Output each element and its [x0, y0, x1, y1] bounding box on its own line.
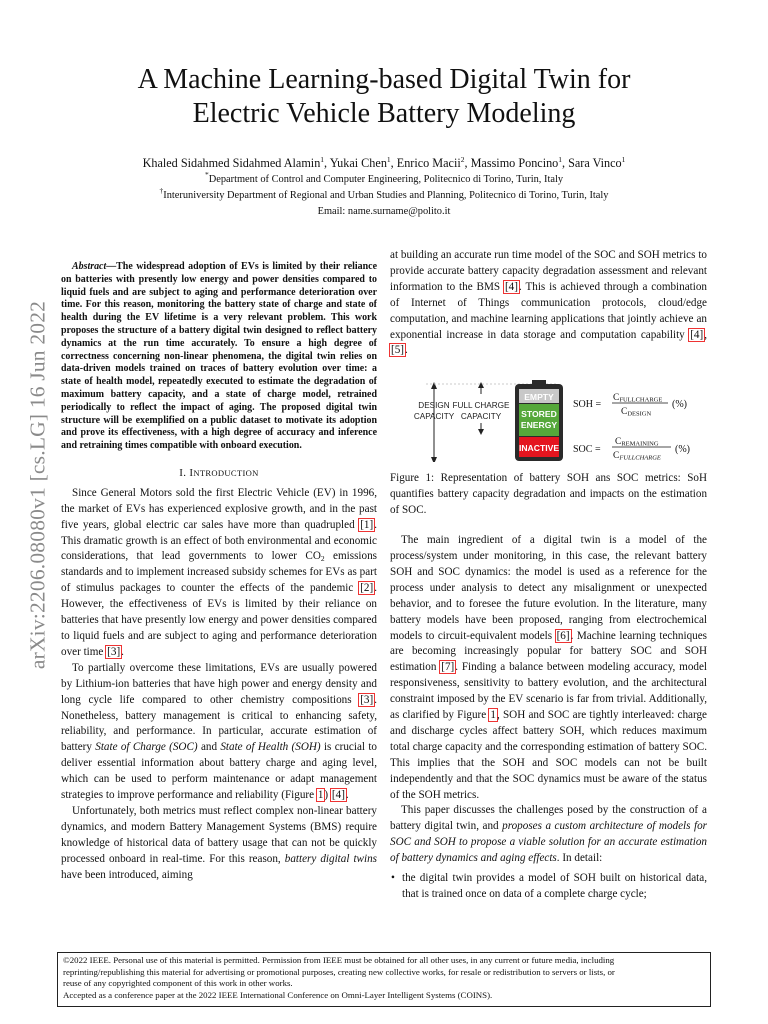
- citation-link[interactable]: [6]: [556, 629, 570, 642]
- author: Yukai Chen: [329, 156, 387, 170]
- body-paragraph: The main ingredient of a digital twin is a model of the process/system under monitoring, in this case, the relevant battery SOH and SOC dynamics: the model is used as a reference for the process under analysis to detect any misalignment or unexpected behavior, and to foresee the future evolution. In the literature, many battery models have been proposed, ranging from electrochemical models to circuit-equivalent models [6]. Machine learning techniques are becoming increasingly popular for battery SOC and SOH estimation [7]. Finding a balance between modeling accuracy, model responsiveness, sensitivity to battery evolution, and the architectural constraint imposed by the EV scenario is far from trivial. Additionally, as clarified by Figure 1, SOH and SOC are tightly interleaved: charge and discharge cycles affect battery SOH, which reduces maximum total charge capacity and the corresponding estimation of battery SOC. This implies that the SOH and SOC models can not be built independently and that the SOC dynamics must be aware of the status of the SOH metrics.: [390, 534, 707, 801]
- body-paragraph: This paper discusses the challenges posed by the construction of a battery digital twin, and proposes a custom architecture of models for SOC and SOH to propose a viable solution for an accurate estimation of battery dynamics and aging effects. In detail:: [390, 804, 707, 865]
- affiliations: [60, 172, 708, 220]
- abstract: Abstract—The widespread adoption of EVs is limited by their reliance on batteries with presently low energy and power densities compared to liquid fuels and are subject to aging and performance deterioration over time. For this reason, monitoring the battery state of charge and state of health during the EV lifetime is a very relevant problem. This work proposes the structure of a battery digital twin designed to reflect battery dynamics at the run time accurately. To ensure a high degree of correctness concerning non-linear phenomena, the digital twin relies on data-driven models trained on traces of battery evolution over time: a state of health model, repeatedly executed to estimate the degradation of maximum battery capacity, and a state of charge model, retrained periodically to reflect the impact of aging. The proposed digital twin structure will be exemplified on a public dataset to motivate its adoption and prove its effectiveness, with a high degree of accuracy and inference and retraining times compatible with onboard execution.: [61, 261, 377, 452]
- intro-paragraph-3: Unfortunately, both metrics must reflect complex non-linear battery dynamics, and modern Battery Management Systems (BMS) require knowledge of historical data of battery usage that can not be quickly processed onboard in real-time. For this reason, battery digital twins have been introduced, aiming: [61, 804, 377, 881]
- figure-link[interactable]: 1: [317, 789, 324, 802]
- contact-email: Email: name.surname@polito.it: [317, 206, 451, 217]
- soh-formula: SOH =: [573, 399, 602, 411]
- arxiv-side-stamp: arXiv:2206.08080v1 [cs.LG] 16 Jun 2022: [25, 300, 50, 670]
- author: Sara Vinco: [568, 156, 622, 170]
- svg-text:CFULLCHARGE: CFULLCHARGE: [613, 393, 663, 404]
- citation-link[interactable]: [3]: [107, 645, 121, 658]
- citation-link[interactable]: [5]: [391, 344, 404, 357]
- svg-text:CDESIGN: CDESIGN: [621, 407, 652, 418]
- copyright-notice: ©2022 IEEE. Personal use of this material is permitted. Permission from IEEE must be obtained for all other uses, in any current or future media, including reprinting/republishing this material for advertising or promotional purposes, creating new collective works, for resale or redistribution to servers or lists, or reuse of any copyrighted component of this work in other works. Accepted as a conference paper at the 2022 IEEE International Conference on Omni-Layer Intelligent Systems (COINS).: [57, 952, 711, 1007]
- full-charge-capacity-label: FULL CHARGE: [452, 401, 510, 411]
- design-capacity-label: CAPACITY: [413, 412, 455, 422]
- list-item: • the digital twin provides a model of SOH built on historical data, that is trained once on data of a complete charge cycle;: [390, 871, 707, 903]
- svg-text:(%): (%): [672, 399, 687, 411]
- intro-paragraph-2: To partially overcome these limitations, EVs are usually powered by Lithium-ion batteries that have high power and energy density and long cycle life compared to other chemistry compositions [3]. Nonetheless, battery management is critical to enhancing safety, reliability, and performance. In particular, accurate estimation of battery State of Charge (SOC) and State of Health (SOH) is crucial to deliver essential information about battery charge and aging level, which can be used to perform maintenance or adapt management strategies to improve performance and reliability (Figure 1) [4].: [61, 661, 377, 802]
- svg-text:CREMAINING: CREMAINING: [615, 437, 659, 448]
- battery-soh-soc-diagram: [408, 380, 718, 462]
- empty-label: EMPTY: [524, 392, 554, 403]
- stored-energy-label: STORED: [521, 409, 557, 420]
- affiliation-2: †Interuniversity Department of Regional and Urban Studies and Planning, Politecnico di Torino, Turin, Italy: [159, 186, 609, 201]
- section-heading-introduction: I. INTRODUCTION: [179, 466, 259, 479]
- svg-text:(%): (%): [675, 444, 690, 456]
- citation-link[interactable]: [4]: [504, 280, 518, 293]
- left-column: [61, 261, 377, 884]
- stored-energy-label: ENERGY: [520, 420, 558, 431]
- affiliation-1: *Department of Control and Computer Engineering, Politecnico di Torino, Turin, Italy: [204, 170, 564, 185]
- citation-link[interactable]: [1]: [360, 518, 374, 531]
- full-charge-capacity-label: CAPACITY: [460, 412, 502, 422]
- citation-link[interactable]: [4]: [690, 328, 704, 341]
- author: Massimo Poncino: [470, 156, 559, 170]
- right-column: [390, 248, 707, 903]
- svg-text:CFULLCHARGE: CFULLCHARGE: [613, 451, 661, 462]
- soc-formula: SOC =: [573, 444, 601, 456]
- paragraph-continuation: at building an accurate run time model of the SOC and SOH metrics to provide accurate battery capacity degradation assessment and relevant information to the BMS [4]. This is achieved through a combination of Internet of Things communication protocols, cloud/edge computation, and machine learning applications that jointly achieve an exponential increase in data storage and computation capability [4], [5].: [390, 249, 707, 357]
- figure-link[interactable]: 1: [490, 709, 496, 722]
- author: Enrico Macii: [396, 156, 461, 170]
- author: Khaled Sidahmed Sidahmed Alamin: [142, 156, 321, 170]
- inactive-label: INACTIVE: [518, 443, 560, 454]
- figure-1-caption: Figure 1: Representation of battery SOH ans SOC metrics: SoH quantifies battery capacity degradation and impacts on the estimation of SOC.: [390, 472, 707, 517]
- author-list: Khaled Sidahmed Sidahmed Alamin$^1$, Yukai Chen$^1$, Enrico Macii$^2$, Massimo Poncino$^1$, Sara Vinco$^1$: [142, 155, 626, 170]
- citation-link[interactable]: [3]: [360, 693, 374, 706]
- citation-link[interactable]: [2]: [360, 582, 374, 595]
- paper-title: A Machine Learning-based Digital Twin for Electric Vehicle Battery Modeling: [137, 64, 631, 129]
- figure-1: [390, 380, 707, 462]
- intro-paragraph-1: Since General Motors sold the first Electric Vehicle (EV) in 1996, the market of EVs has experienced explosive growth, and in the past five years, global electric car sales have more than quadrupled [1]. This dramatic growth is an effect of both environmental and economic considerations, that lead governments to lower $CO_2$ emissions standards and to implement increased subsidy schemes for EVs as part of stimulus packages to counter the effects of the pandemic [2]. However, the effectiveness of EVs is limited by their reliance on batteries that have presently low energy and power densities compared to liquid fuels and are subject to aging and performance deterioration over time [3].: [61, 486, 377, 658]
- citation-link[interactable]: [4]: [331, 789, 345, 802]
- citation-link[interactable]: [7]: [441, 661, 455, 674]
- design-capacity-label: DESIGN: [418, 401, 450, 411]
